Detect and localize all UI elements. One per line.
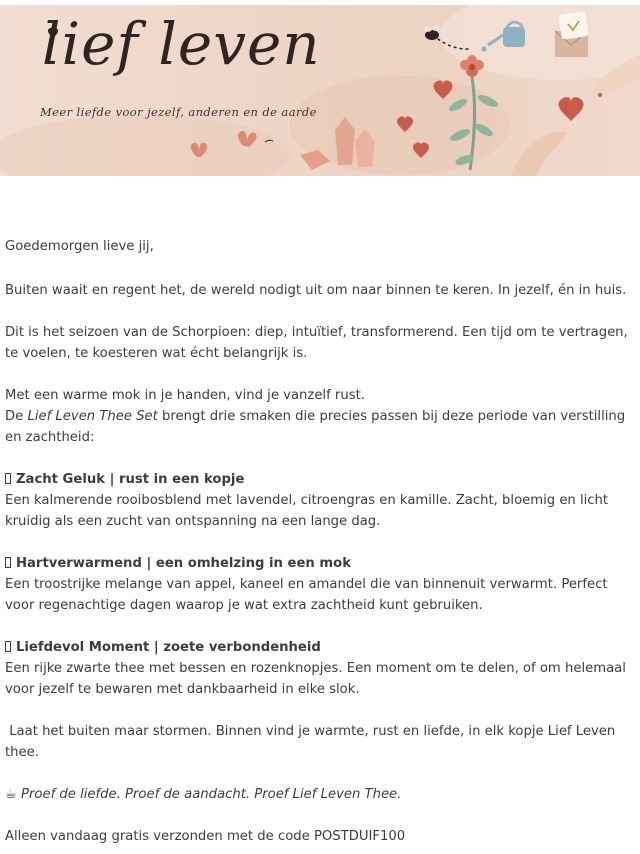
tea-item [5,553,635,616]
slogan-text: Proef de liefde. Proef de aandacht. Proef Lief Leven Thee. [21,787,402,802]
closing-paragraph: Laat het buiten maar stormen. Binnen vind je warmte, rust en liefde, in elk kopje Lief Leven thee. [5,724,620,760]
email-body [5,236,635,847]
tea-title: Liefdevol Moment | zoete verbondenheid [16,640,321,655]
bee-icon [424,25,440,40]
coffee-cup-icon: ☕ [5,787,17,802]
tea-title: Zacht Geluk | rust in een kopje [16,472,245,487]
offer-text: Alleen vandaag gratis verzonden met de code POSTDUIF100 [5,829,406,844]
tea-set-paragraph [5,385,635,448]
tea-icon [5,473,11,484]
tea-title: Hartverwarmend | een omhelzing in een mok [16,556,351,571]
tea-icon [5,557,11,568]
header-banner [0,5,640,176]
set-prefix: De [5,409,28,424]
envelope-icon [555,11,589,57]
tea-description: Een kalmerende rooibosblend met lavendel, citroengras en kamille. Zacht, bloemig en licht kruidig als een zucht van ontspanning na een lange dag. [5,493,609,529]
tea-set-name: Lief Leven Thee Set [27,409,158,424]
tea-description: Een rijke zwarte thee met bessen en rozenknopjes. Een moment om te delen, of om helemaal voor jezelf te bewaren met dankbaarheid in elke slok. [5,661,626,697]
tea-item [5,637,635,700]
greeting: Goedemorgen lieve jij, [5,239,154,254]
tagline: Meer liefde voor jezelf, anderen en de aarde [40,105,317,119]
logo: lief leven [42,10,321,78]
tea-icon [5,641,11,652]
season-paragraph: Dit is het seizoen van de Schorpioen: diep, intuïtief, transformerend. Een tijd om te vertragen, te voelen, te koesteren wat écht belangrijk is. [5,325,628,361]
slogan [5,784,635,805]
intro-paragraph: Buiten waait en regent het, de wereld nodigt uit om naar binnen te keren. In jezelf, én in huis. [5,283,627,298]
tea-description: Een troostrijke melange van appel, kaneel en amandel die van binnenuit verwarmt. Perfect voor regenachtige dagen waarop je wat extra zachtheid kunt gebruiken. [5,577,608,613]
mok-line: Met een warme mok in je handen, vind je vanzelf rust. [5,388,365,403]
tea-item [5,469,635,532]
set-suffix: brengt drie smaken die precies passen bij deze periode van verstilling en zachtheid: [5,409,626,445]
